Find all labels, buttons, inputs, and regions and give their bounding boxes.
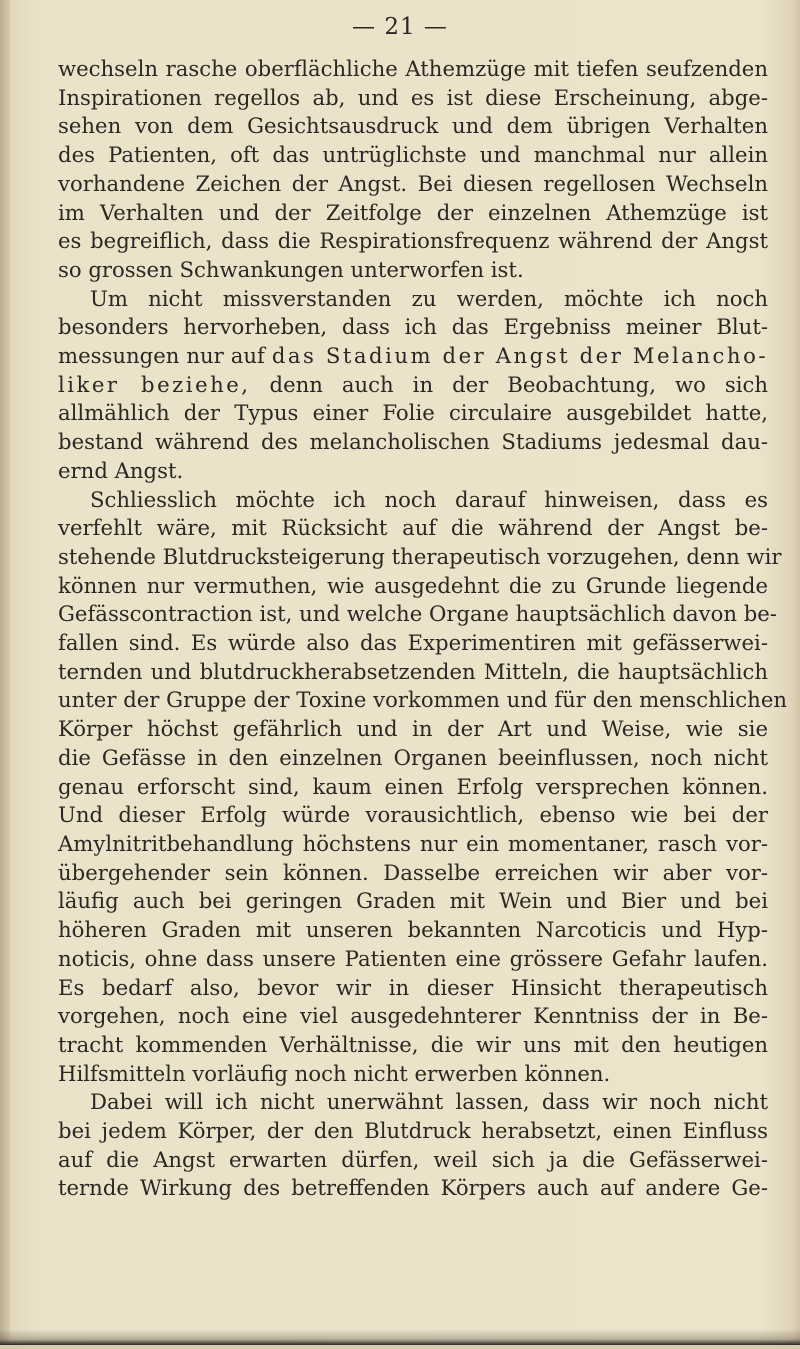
text-line: übergehender sein können. Dasselbe erreichen wir aber vor- (58, 859, 768, 885)
text-line: des Patienten, oft das untrüglichste und manchmal nur allein (58, 142, 768, 168)
text-line: unter der Gruppe der Toxine vorkommen und für den menschlichen (58, 687, 788, 713)
text-segment: messungen nur auf (58, 343, 265, 369)
text-line: sehen von dem Gesichtsausdruck und dem übrigen Verhalten (58, 113, 768, 139)
text-line: Schliesslich möchte ich noch darauf hinweisen, dass es (90, 486, 768, 512)
emphasized-text: das Stadium der Angst der Melancho- (271, 343, 768, 369)
text-line: Inspirationen regellos ab, und es ist diese Erscheinung, abge- (58, 84, 768, 110)
text-line: vorhandene Zeichen der Angst. Bei diesen regellosen Wechseln (58, 170, 768, 196)
text-line-with-emphasis (58, 342, 768, 371)
text-line: im Verhalten und der Zeitfolge der einzelnen Athemzüge ist (58, 199, 768, 225)
page-binding-edge (0, 0, 10, 1349)
text-line: so grossen Schwankungen unterworfen ist. (58, 256, 524, 282)
text-line: genau erforscht sind, kaum einen Erfolg versprechen können. (58, 773, 768, 799)
emphasized-text: liker beziehe, (58, 371, 251, 397)
text-line: ternde Wirkung des betreffenden Körpers auch auf andere Ge- (58, 1175, 768, 1201)
text-line: Es bedarf also, bevor wir in dieser Hinsicht therapeutisch (58, 974, 768, 1000)
text-line: auf die Angst erwarten dürfen, weil sich ja die Gefässerwei- (58, 1146, 768, 1172)
paragraph-1 (58, 55, 768, 285)
text-line: stehende Blutdrucksteigerung therapeutisch vorzugehen, denn wir (58, 543, 782, 569)
text-line: allmählich der Typus einer Folie circulaire ausgebildet hatte, (58, 400, 768, 426)
text-line: wechseln rasche oberflächliche Athemzüge mit tiefen seufzenden (58, 56, 768, 81)
text-line: vorgehen, noch eine viel ausgedehnterer Kenntniss der in Be- (58, 1003, 768, 1029)
text-line: höheren Graden mit unseren bekannten Narcoticis und Hyp- (58, 917, 768, 943)
text-line: bei jedem Körper, der den Blutdruck herabsetzt, einen Einfluss (58, 1118, 768, 1144)
text-line: besonders hervorheben, dass ich das Ergebniss meiner Blut- (58, 314, 768, 340)
text-line: Dabei will ich nicht unerwähnt lassen, dass wir noch nicht (90, 1089, 768, 1115)
body-text (58, 55, 788, 1203)
text-line-with-emphasis (58, 371, 768, 400)
text-line: Um nicht missverstanden zu werden, möchte ich noch (90, 285, 768, 311)
text-line: es begreiflich, dass die Respirationsfrequenz während der Angst (58, 228, 768, 254)
text-line: können nur vermuthen, wie ausgedehnt die zu Grunde liegende (58, 572, 768, 598)
text-line: die Gefässe in den einzelnen Organen beeinflussen, noch nicht (58, 744, 768, 770)
paragraph-4 (58, 1088, 768, 1203)
text-line: fallen sind. Es würde also das Experimentiren mit gefässerwei- (58, 630, 768, 656)
text-segment: denn auch in der Beobachtung, wo sich (269, 371, 768, 397)
text-line: Hilfsmitteln vorläufig noch nicht erwerben können. (58, 1060, 611, 1086)
page-number-header: — 21 — (352, 14, 448, 40)
text-line: verfehlt wäre, mit Rücksicht auf die während der Angst be- (58, 515, 768, 541)
text-line: Gefässcontraction ist, und welche Organe hauptsächlich davon be- (58, 601, 777, 627)
text-line: Körper höchst gefährlich und in der Art und Weise, wie sie (58, 716, 768, 742)
text-line: noticis, ohne dass unsere Patienten eine grössere Gefahr laufen. (58, 945, 768, 971)
text-line: läufig auch bei geringen Graden mit Wein und Bier und bei (58, 888, 768, 914)
text-line: Amylnitritbehandlung höchstens nur ein momentaner, rasch vor- (58, 830, 768, 856)
text-line: bestand während des melancholischen Stadiums jedesmal dau- (58, 429, 768, 455)
page-bottom-edge (0, 1345, 800, 1349)
text-line: tracht kommenden Verhältnisse, die wir uns mit den heutigen (58, 1031, 768, 1057)
text-line: Und dieser Erfolg würde vorausichtlich, ebenso wie bei der (58, 802, 768, 828)
text-line: ernd Angst. (58, 457, 184, 483)
text-line: ternden und blutdruckherabsetzenden Mitteln, die hauptsächlich (58, 658, 768, 684)
paragraph-3 (58, 486, 788, 1089)
paragraph-2 (58, 285, 768, 486)
